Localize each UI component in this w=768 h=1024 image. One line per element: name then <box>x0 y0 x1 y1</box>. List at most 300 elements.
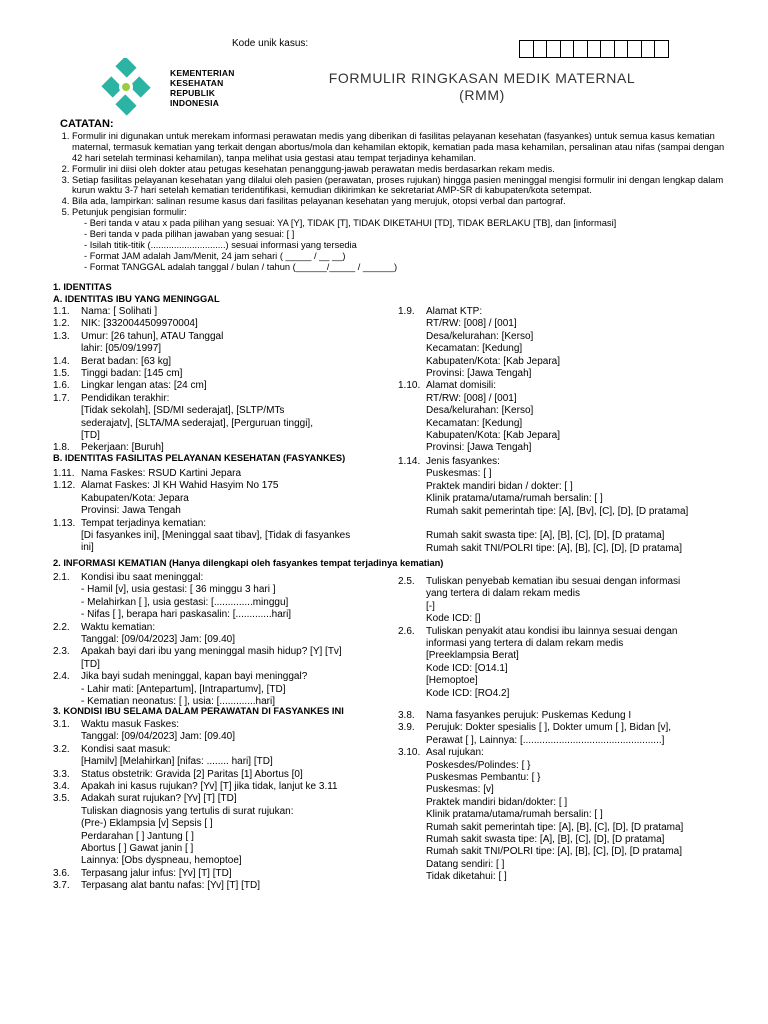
field-number <box>53 343 81 355</box>
form-field-row <box>398 688 728 700</box>
field-text: Alamat domisili: <box>426 380 497 392</box>
field-number: 1.2. <box>53 318 70 330</box>
field-text: - Lahir mati: [Antepartum], [Intrapartumv], [TD] <box>81 683 286 695</box>
form-field-row <box>398 430 728 442</box>
field-text: Tempat terjadinya kematian: <box>81 517 207 529</box>
form-field-row <box>53 343 398 355</box>
field-number: 1.6. <box>53 380 70 392</box>
field-number <box>398 638 426 650</box>
field-text: Klinik pratama/utama/rumah bersalin: [ ] <box>426 809 603 821</box>
field-number: 2.2. <box>53 621 70 633</box>
field-number <box>53 843 81 855</box>
form-title-line1: FORMULIR RINGKASAN MEDIK MATERNAL <box>328 70 636 86</box>
form-field-row <box>398 675 728 687</box>
field-text: Terpasang jalur infus: [Yv] [T] [TD] <box>81 867 232 879</box>
form-field-row <box>398 588 728 600</box>
catatan-item: 1. Formulir ini digunakan untuk merekam informasi perawatan medis yang diberikan di fasilitas pelayanan kesehatan (fasyankes) untuk semua kasus kematian maternal, termasuk kematian yang terkait dengan abortus/mola dan kehamilan ektopik, kematian pada masa kehamilan, persalinan atau nifas (sampai dengan 42 hari setelah terminasi kehamilan), tanpa melihat usia gestasi atau tempat terjadinya kehamilan. <box>72 131 728 164</box>
field-text: Lingkar lengan atas: [24 cm] <box>81 380 207 392</box>
field-number <box>398 871 426 883</box>
kode-digit-box[interactable] <box>533 40 548 58</box>
field-text: Asal rujukan: <box>426 747 484 759</box>
field-number: 2.3. <box>53 646 70 658</box>
petunjuk-item: - Isilah titik-titik (.............................) sesuai informasi yang tersedia <box>84 240 728 251</box>
field-number <box>398 493 426 505</box>
field-text: Puskesmas: [ ] <box>426 468 492 480</box>
field-number: 3.8. <box>398 710 415 721</box>
form-field-row <box>398 318 728 330</box>
field-text: Berat badan: [63 kg] <box>81 355 172 367</box>
logo-line: KEMENTERIAN <box>170 68 235 78</box>
field-text: Puskesmas: [v] <box>426 784 494 796</box>
field-text: Status obstetrik: Gravida [2] Paritas [1] Abortus [0] <box>81 768 303 780</box>
form-field-row <box>398 809 728 821</box>
field-text: Kode ICD: [RO4.2] <box>426 687 510 699</box>
form-field-row <box>398 601 728 613</box>
kode-digit-box[interactable] <box>627 40 642 58</box>
form-field-row <box>53 542 398 554</box>
field-text: RT/RW: [008] / [001] <box>426 318 517 330</box>
form-field-row <box>53 756 398 768</box>
field-text: Klinik pratama/utama/rumah bersalin: [ ] <box>426 493 603 505</box>
field-number: 1.5. <box>53 367 70 379</box>
field-text: informasi yang tertera di dalam rekam medis <box>426 637 624 649</box>
form-field-row <box>53 806 398 818</box>
form-field-row <box>398 506 728 518</box>
form-field-row <box>53 769 398 781</box>
form-field-row <box>53 781 398 793</box>
form-field-row <box>53 843 398 855</box>
form-field-row <box>398 368 728 380</box>
field-number: 2.4. <box>53 671 70 683</box>
form-field-row <box>398 543 728 555</box>
form-field-row <box>53 609 398 621</box>
petunjuk-item: - Format JAM adalah Jam/Menit, 24 jam sehari ( _____ / __ __) <box>84 251 728 262</box>
sb-left <box>53 468 398 555</box>
field-text: Datang sendiri: [ ] <box>426 858 505 870</box>
section-2-title: 2. INFORMASI KEMATIAN (Hanya dilengkapi oleh fasyankes tempat terjadinya kematian) <box>53 558 444 568</box>
kode-unik-label: Kode unik kasus: <box>232 38 309 49</box>
field-text: Rumah sakit TNI/POLRI tipe: [A], [B], [C], [D], [D pratama] <box>426 542 683 554</box>
logo-line: INDONESIA <box>170 98 220 109</box>
field-number <box>398 442 426 454</box>
field-text: Nama: [ Solihati ] <box>81 306 158 317</box>
field-number <box>398 760 426 772</box>
s2-left <box>53 572 398 708</box>
field-text: Perawat [ ], Lainnya: [..................................................] <box>426 734 665 746</box>
field-text <box>426 518 429 530</box>
field-text: Kode ICD: [] <box>426 613 481 625</box>
section-1a-title: A. IDENTITAS IBU YANG MENINGGAL <box>53 294 220 304</box>
field-number <box>53 609 81 621</box>
field-text: Waktu masuk Faskes: <box>81 719 179 730</box>
field-number <box>53 731 81 743</box>
petunjuk-item: - Format TANGGAL adalah tanggal / bulan / tahun (______/_____ / ______) <box>84 262 728 273</box>
field-text: Rumah sakit swasta tipe: [A], [B], [C], [D], [D pratama] <box>426 833 665 845</box>
field-text: Tuliskan penyakit atau kondisi ibu lainnya sesuai dengan <box>426 625 678 637</box>
form-field-row <box>398 306 728 318</box>
field-number <box>53 584 81 596</box>
field-number <box>53 505 81 517</box>
form-field-row <box>53 306 398 318</box>
field-number <box>53 684 81 696</box>
form-field-row <box>53 356 398 368</box>
form-field-row <box>398 456 728 468</box>
field-text: [TD] <box>81 429 100 441</box>
field-number <box>398 506 426 518</box>
field-number: 1.10. <box>398 380 421 392</box>
form-field-row <box>398 481 728 493</box>
form-field-row <box>398 530 728 542</box>
form-field-row <box>53 634 398 646</box>
kode-digit-box[interactable] <box>614 40 629 58</box>
field-text: Lainnya: [Obs dyspneau, hemoptoe] <box>81 855 242 867</box>
form-field-row <box>53 493 398 505</box>
section-b-title: B. IDENTITAS FASILITAS PELAYANAN KESEHATAN (FASYANKES) <box>53 453 346 463</box>
form-field-row <box>398 834 728 846</box>
field-text: Provinsi: [Jawa Tengah] <box>426 367 532 379</box>
field-number: 2.5. <box>398 576 415 587</box>
field-number <box>398 772 426 784</box>
field-number <box>398 688 426 700</box>
form-field-row <box>398 380 728 392</box>
field-text: - Melahirkan [ ], usia gestasi: [..............minggu] <box>81 596 289 608</box>
field-text: - Hamil [v], usia gestasi: [ 36 minggu 3 hari ] <box>81 584 276 596</box>
field-number: 3.9. <box>398 722 415 734</box>
field-number <box>53 806 81 818</box>
form-field-row <box>398 822 728 834</box>
field-number <box>398 822 426 834</box>
field-number <box>398 846 426 858</box>
s1-left <box>53 306 398 455</box>
form-field-row <box>53 868 398 880</box>
field-text: Kondisi saat masuk: <box>81 743 171 755</box>
form-field-row <box>53 744 398 756</box>
petunjuk-heading: Petunjuk pengisian formulir: <box>72 207 187 218</box>
s3-left <box>53 719 398 892</box>
field-number: 1.8. <box>53 442 70 454</box>
field-number <box>398 663 426 675</box>
field-text: - Nifas [ ], berapa hari paskasalin: [.............hari] <box>81 609 292 621</box>
form-field-row <box>398 468 728 480</box>
form-field-row <box>398 576 728 588</box>
form-field-row <box>398 331 728 343</box>
field-text: sederajatv], [SLTA/MA sederajat], [Perguruan tinggi], <box>81 417 313 429</box>
field-text: Abortus [ ] Gawat janin [ ] <box>81 842 194 854</box>
field-text: [TD] <box>81 658 100 670</box>
field-number <box>398 675 426 687</box>
field-number: 3.2. <box>53 743 70 755</box>
field-text: Praktek mandiri bidan/dokter: [ ] <box>426 796 568 808</box>
field-number <box>398 834 426 846</box>
field-number: 2.6. <box>398 625 415 637</box>
kode-digit-box[interactable] <box>641 40 656 58</box>
field-number <box>53 530 81 542</box>
kode-digit-box[interactable] <box>573 40 588 58</box>
field-number: 3.7. <box>53 880 70 892</box>
catatan-item: 4. Bila ada, lampirkan: salinan resume kasus dari fasilitas pelayanan kesehatan yang merujuk, otopsi verbal dan partograf. <box>72 196 728 207</box>
form-field-row <box>53 480 398 492</box>
s2-right <box>398 576 728 700</box>
field-number <box>398 859 426 871</box>
field-text: Pekerjaan: [Buruh] <box>81 442 164 454</box>
form-field-row <box>53 518 398 530</box>
field-number <box>53 542 81 554</box>
form-field-row <box>398 405 728 417</box>
form-field-row <box>53 831 398 843</box>
field-number <box>398 650 426 662</box>
form-field-row <box>53 646 398 658</box>
field-text: Kabupaten/Kota: Jepara <box>81 492 189 504</box>
section-3-title: 3. KONDISI IBU SELAMA DALAM PERAWATAN DI FASYANKES INI <box>53 706 344 716</box>
form-field-row <box>398 846 728 858</box>
field-number <box>398 481 426 493</box>
catatan-item <box>72 207 728 272</box>
form-field-row <box>53 380 398 392</box>
field-number <box>398 613 426 625</box>
field-number <box>398 368 426 380</box>
field-text: [Preeklampsia Berat] <box>426 650 519 662</box>
field-number <box>53 430 81 442</box>
form-field-row <box>53 684 398 696</box>
field-number <box>53 855 81 867</box>
field-number: 3.10. <box>398 747 421 759</box>
field-text: Kecamatan: [Kedung] <box>426 417 523 429</box>
form-field-row <box>398 760 728 772</box>
field-text: Pendidikan terakhir: <box>81 392 170 404</box>
field-text: Kecamatan: [Kedung] <box>426 343 523 355</box>
field-number <box>398 393 426 405</box>
field-number <box>398 784 426 796</box>
form-field-row <box>398 638 728 650</box>
field-text: NIK: [3320044509970004] <box>81 318 198 330</box>
field-text: Jika bayi sudah meninggal, kapan bayi meninggal? <box>81 671 308 683</box>
field-number <box>398 518 426 530</box>
catatan-item: 3. Setiap fasilitas pelayanan kesehatan yang dilalui oleh pasien (perawatan, proses rujukan) hingga pasien meninggal mengisi formulir ini dengan lengkap dalam kurun waktu 3-7 hari setelah kematian teridentifikasi, kemudian dikirimkan ke sekretariat AMP-SR di kabupaten/kota setempat. <box>72 175 728 197</box>
catatan-item: 2. Formulir ini diisi oleh dokter atau petugas kesehatan penanggung-jawab perawatan medis berdasarkan rekam medis. <box>72 164 728 175</box>
field-number <box>398 468 426 480</box>
field-text: Nama Faskes: RSUD Kartini Jepara <box>81 468 242 479</box>
field-text: Tuliskan penyebab kematian ibu sesuai dengan informasi <box>426 576 681 587</box>
field-text: Desa/kelurahan: [Kerso] <box>426 405 534 417</box>
field-text: Jenis fasyankes: <box>426 456 500 467</box>
form-field-row <box>53 671 398 683</box>
field-text: Terpasang alat bantu nafas: [Yv] [T] [TD] <box>81 880 260 892</box>
form-field-row <box>398 393 728 405</box>
form-field-row <box>398 722 728 734</box>
field-number <box>53 659 81 671</box>
field-text: Tanggal: [09/04/2023] Jam: [09.40] <box>81 633 235 645</box>
kode-digit-box[interactable] <box>600 40 615 58</box>
form-field-row <box>53 468 398 480</box>
field-number <box>398 530 426 542</box>
form-field-row <box>53 855 398 867</box>
form-field-row <box>53 393 398 405</box>
field-number <box>398 809 426 821</box>
field-text: lahir: [05/09/1997] <box>81 343 162 355</box>
field-number: 1.14. <box>398 456 421 467</box>
field-number <box>53 418 81 430</box>
sb-right <box>398 456 728 555</box>
form-field-row <box>53 505 398 517</box>
field-text: Puskesmas Pembantu: [ } <box>426 771 541 783</box>
field-text: Nama fasyankes perujuk: Puskemas Kedung I <box>426 710 632 721</box>
field-number: 1.13. <box>53 517 76 529</box>
field-text: Apakah ini kasus rujukan? [Yv] [T] jika tidak, lanjut ke 3.11 <box>81 780 338 792</box>
form-field-row <box>53 318 398 330</box>
field-number <box>53 756 81 768</box>
form-field-row <box>398 747 728 759</box>
kemenkes-logo <box>100 58 260 116</box>
kode-unik-boxes[interactable] <box>520 40 669 58</box>
form-field-row <box>398 518 728 530</box>
form-field-row <box>398 343 728 355</box>
field-number <box>53 634 81 646</box>
field-number <box>398 356 426 368</box>
form-field-row <box>398 613 728 625</box>
field-number <box>398 797 426 809</box>
field-number <box>398 405 426 417</box>
field-text: (Pre-) Eklampsia [v] Sepsis [ ] <box>81 818 213 830</box>
field-text: Tidak diketahui: [ ] <box>426 871 507 883</box>
section-1-title: 1. IDENTITAS <box>53 282 112 292</box>
field-text: Kode ICD: [O14.1] <box>426 662 508 674</box>
field-text: Desa/kelurahan: [Kerso] <box>426 330 534 342</box>
field-text: Rumah sakit swasta tipe: [A], [B], [C], [D], [D pratama] <box>426 530 665 542</box>
s1-right <box>398 306 728 455</box>
field-number: 1.9. <box>398 306 415 317</box>
field-text: Perdarahan [ ] Jantung [ ] <box>81 830 194 842</box>
field-text: [Tidak sekolah], [SD/MI sederajat], [SLTP/MTs <box>81 405 285 417</box>
field-text: Rumah sakit pemerintah tipe: [A], [Bv], [C], [D], [D pratama] <box>426 505 689 517</box>
field-text: Alamat Faskes: Jl KH Wahid Hasyim No 175 <box>81 480 279 492</box>
field-number: 3.5. <box>53 793 70 805</box>
field-text: Tanggal: [09/04/2023] Jam: [09.40] <box>81 731 235 743</box>
field-number: 1.12. <box>53 480 76 492</box>
field-number: 3.4. <box>53 780 70 792</box>
field-number <box>53 405 81 417</box>
field-text: Tuliskan diagnosis yang tertulis di surat rujukan: <box>81 805 294 817</box>
form-field-row <box>398 797 728 809</box>
form-field-row <box>398 784 728 796</box>
field-text: Alamat KTP: <box>426 306 483 317</box>
logo-line: REPUBLIK <box>170 88 216 99</box>
field-text: yang tertera di dalam rekam medis <box>426 588 580 600</box>
form-field-row <box>398 871 728 883</box>
field-text: RT/RW: [008] / [001] <box>426 392 517 404</box>
field-text: Provinsi: Jawa Tengah <box>81 505 181 517</box>
form-field-row <box>53 731 398 743</box>
field-text: Kabupaten/Kota: [Kab Jepara] <box>426 429 560 441</box>
form-field-row <box>398 710 728 722</box>
form-field-row <box>398 772 728 784</box>
field-text: - Kematian neonatus: [ ], usia: [.............hari] <box>81 695 275 707</box>
field-number <box>53 493 81 505</box>
kemenkes-logo-icon <box>100 58 170 116</box>
field-number: 1.7. <box>53 392 70 404</box>
form-field-row <box>53 818 398 830</box>
form-field-row <box>398 735 728 747</box>
field-number <box>53 818 81 830</box>
logo-line: KESEHATAN <box>170 78 224 89</box>
field-number <box>398 430 426 442</box>
logo-text <box>170 68 235 108</box>
field-number <box>398 318 426 330</box>
field-number <box>398 735 426 747</box>
kode-digit-box[interactable] <box>654 40 669 58</box>
field-text: [Hemoptoe] <box>426 675 478 687</box>
field-number: 1.4. <box>53 355 70 367</box>
field-number <box>398 601 426 613</box>
field-text: Kabupaten/Kota: [Kab Jepara] <box>426 355 560 367</box>
field-text: Provinsi: [Jawa Tengah] <box>426 442 532 454</box>
kode-digit-box[interactable] <box>587 40 602 58</box>
field-number <box>398 343 426 355</box>
field-text: Rumah sakit pemerintah tipe: [A], [B], [C], [D], [D pratama] <box>426 821 684 833</box>
form-field-row <box>53 597 398 609</box>
field-text: Waktu kematian: <box>81 621 156 633</box>
field-number: 2.1. <box>53 572 70 583</box>
kode-digit-box[interactable] <box>519 40 534 58</box>
form-field-row <box>53 331 398 343</box>
kode-digit-box[interactable] <box>546 40 561 58</box>
field-number: 1.3. <box>53 330 70 342</box>
field-number: 3.6. <box>53 867 70 879</box>
field-number <box>398 588 426 600</box>
s3-right <box>398 710 728 883</box>
field-text: Rumah sakit TNI/POLRI tipe: [A], [B], [C], [D], [D pratama] <box>426 846 683 858</box>
catatan-notes <box>60 131 728 272</box>
form-field-row <box>53 659 398 671</box>
form-field-row <box>398 418 728 430</box>
form-field-row <box>53 622 398 634</box>
field-text: Perujuk: Dokter spesialis [ ], Dokter umum [ ], Bidan [v], <box>426 722 672 734</box>
form-title <box>300 70 664 104</box>
field-number <box>398 331 426 343</box>
field-text: Apakah bayi dari ibu yang meninggal masih hidup? [Y] [Tv] <box>81 646 342 658</box>
form-field-row <box>398 356 728 368</box>
kode-digit-box[interactable] <box>560 40 575 58</box>
form-field-row <box>398 663 728 675</box>
form-field-row <box>53 793 398 805</box>
field-text: [Hamilv] [Melahirkan] [nifas: ........ hari] [TD] <box>81 756 273 768</box>
field-number <box>53 831 81 843</box>
catatan-title: CATATAN: <box>60 118 114 130</box>
form-title-line2: (RMM) <box>459 86 505 103</box>
form-field-row <box>53 719 398 731</box>
form-field-row <box>53 368 398 380</box>
field-text: [Di fasyankes ini], [Meninggal saat tibav], [Tidak di fasyankes <box>81 529 351 541</box>
field-text: Praktek mandiri bidan / dokter: [ ] <box>426 480 573 492</box>
form-field-row <box>398 442 728 454</box>
form-field-row <box>398 650 728 662</box>
form-field-row <box>53 572 398 584</box>
form-field-row <box>398 626 728 638</box>
form-field-row <box>398 859 728 871</box>
field-text: Umur: [26 tahun], ATAU Tanggal <box>81 330 224 342</box>
field-text: ini] <box>81 542 94 554</box>
field-text: Adakah surat rujukan? [Yv] [T] [TD] <box>81 793 237 805</box>
field-number <box>398 543 426 555</box>
petunjuk-item: - Beri tanda v pada pilihan jawaban yang sesuai: [ ] <box>84 229 728 240</box>
field-number: 3.1. <box>53 719 70 730</box>
form-field-row <box>398 493 728 505</box>
field-number <box>398 418 426 430</box>
form-field-row <box>53 530 398 542</box>
field-text: Poskesdes/Polindes: [ } <box>426 759 531 771</box>
form-field-row <box>53 405 398 417</box>
field-number: 1.1. <box>53 306 70 317</box>
field-number: 3.3. <box>53 768 70 780</box>
